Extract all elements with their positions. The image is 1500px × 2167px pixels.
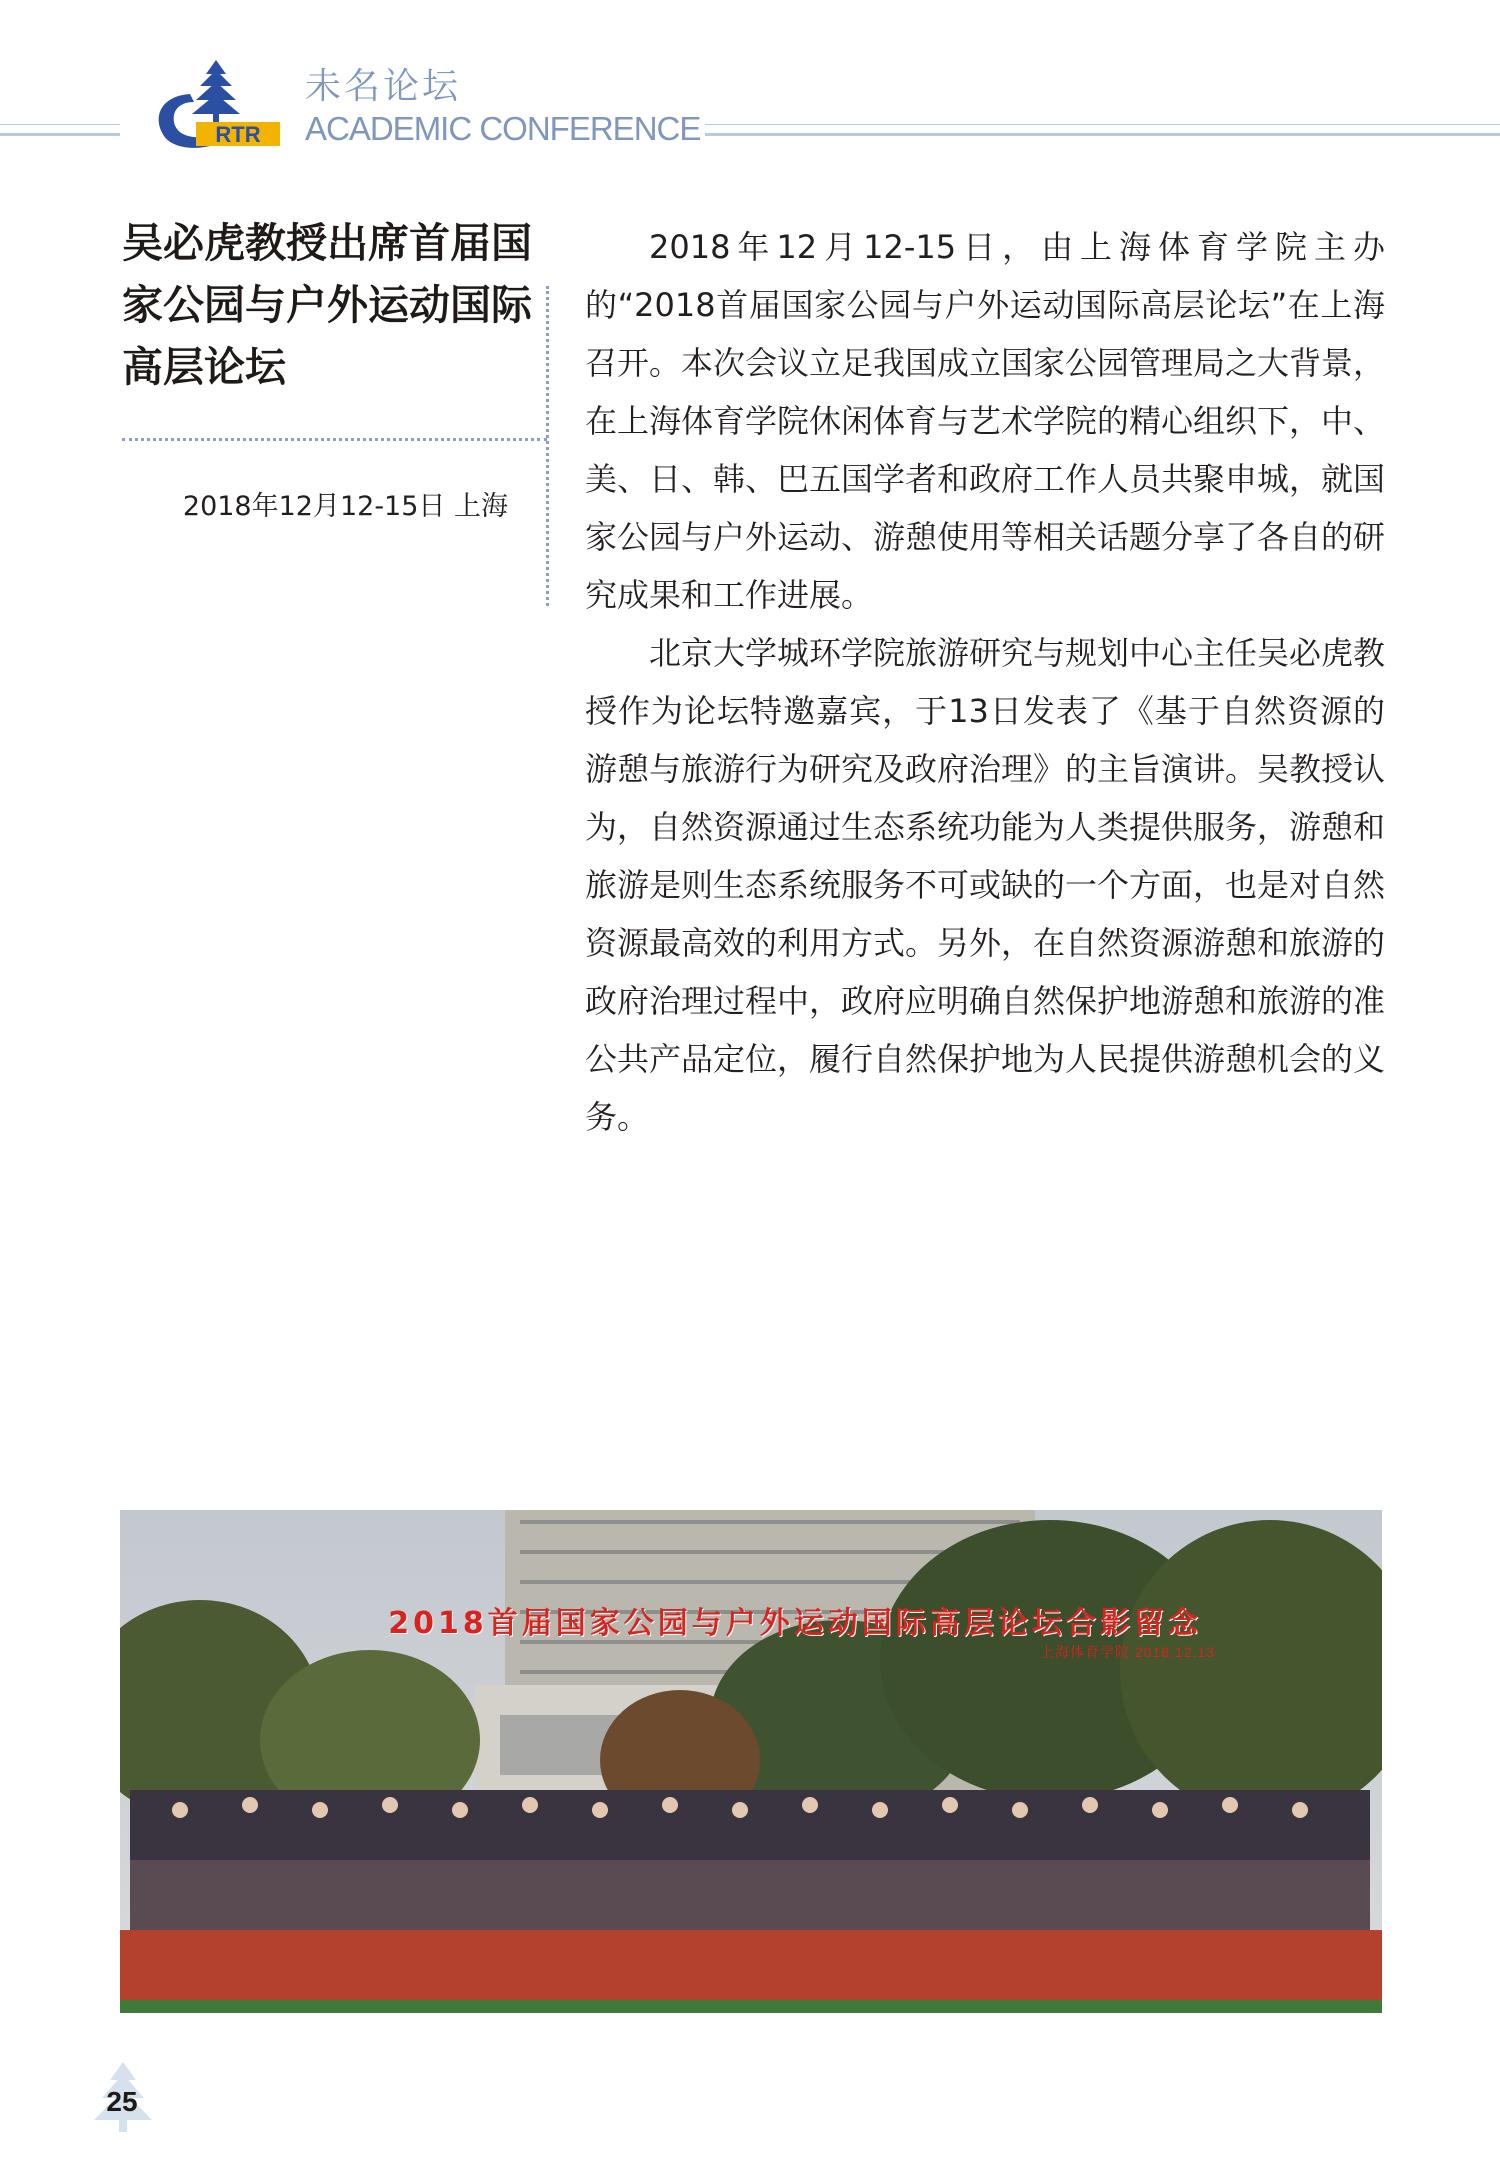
group-photo	[120, 1510, 1382, 2013]
article-title: 吴必虎教授出席首届国家公园与户外运动国际高层论坛	[122, 219, 532, 391]
body-paragraph-2: 北京大学城环学院旅游研究与规划中心主任吴必虎教授作为论坛特邀嘉宾，于13日发表了《基于自然资源的游憩与旅游行为研究及政府治理》的主旨演讲。吴教授认为，自然资源通过生态系统功能为人类提供服务，游憩和旅游是则生态系统服务不可或缺的一个方面，也是对自然资源最高效的利用方式。另外，在自然资源游憩和旅游的政府治理过程中，政府应明确自然保护地游憩和旅游的准公共产品定位，履行自然保护地为人民提供游憩机会的义务。	[585, 634, 1386, 1136]
rtr-logo-icon	[150, 58, 282, 150]
photo-banner-subtext: 上海体育学院 2018.12.13	[1040, 1644, 1215, 1660]
header-title-en: ACADEMIC CONFERENCE	[305, 110, 701, 147]
header-rule-right-bottom	[705, 133, 1500, 136]
article-body	[585, 218, 1385, 1146]
title-divider	[122, 438, 547, 441]
column-divider	[546, 286, 549, 606]
photo-banner: 2018首届国家公园与户外运动国际高层论坛合影留念	[388, 1606, 1202, 1641]
header-rule-right-top	[705, 124, 1500, 125]
header-title-cn: 未名论坛	[305, 66, 462, 107]
body-paragraph-1: 2018年12月12-15日，由上海体育学院主办的“2018首届国家公园与户外运动国际高层论坛”在上海召开。本次会议立足我国成立国家公园管理局之大背景，在上海体育学院休闲体育与艺术学院的精心组织下，中、美、日、韩、巴五国学者和政府工作人员共聚申城，就国家公园与户外运动、游憩使用等相关话题分享了各自的研究成果和工作进展。	[585, 228, 1386, 614]
page-number: 25	[106, 2086, 138, 2117]
header-rule-left-bottom	[0, 133, 120, 136]
svg-text:RTR: RTR	[215, 122, 261, 147]
article-date-location: 2018年12月12-15日 上海	[182, 491, 508, 522]
header-rule-left-top	[0, 124, 120, 125]
